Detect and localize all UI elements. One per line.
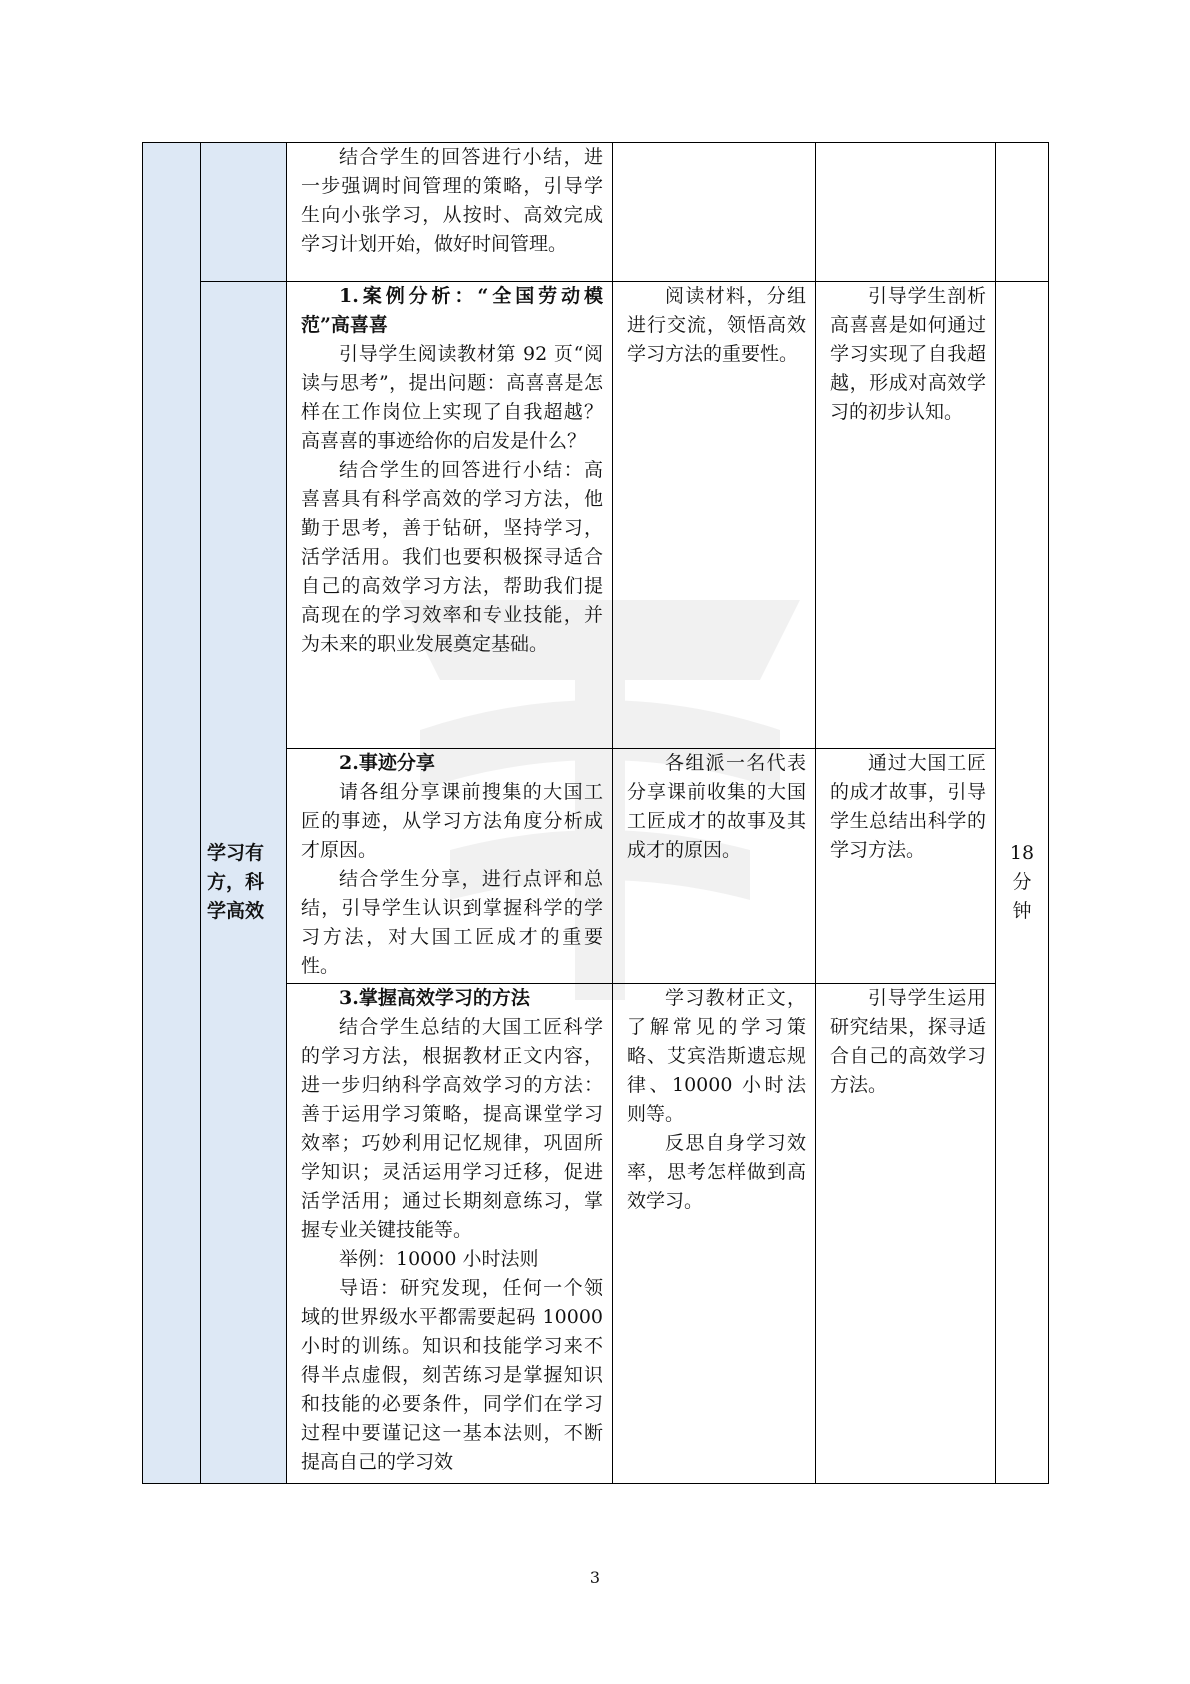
teacher-activity-cell (287, 749, 613, 984)
time-cell (996, 282, 1049, 1484)
student-activity-cell (613, 282, 816, 749)
left-margin-cell (143, 143, 201, 1484)
student-activity-cell (613, 749, 816, 984)
activity-heading: 3.掌握高效学习的方法 (339, 987, 530, 1009)
teacher-activity-cell (287, 984, 613, 1484)
student-activity-cell (613, 143, 816, 282)
student-paragraph: 学习教材正文，了解常见的学习策略、艾宾浩斯遗忘规律、10000 小时法则等。 (627, 987, 806, 1125)
lesson-plan-table (142, 142, 1049, 1484)
intent-paragraph: 引导学生运用研究结果，探寻适合自己的高效学习方法。 (830, 987, 986, 1096)
design-intent-cell (816, 749, 996, 984)
teacher-paragraph: 结合学生的回答进行小结，进一步强调时间管理的策略，引导学生向小张学习，从按时、高效完成学习计划开始，做好时间管理。 (301, 146, 603, 255)
page-number: 3 (589, 1568, 601, 1587)
activity-heading: 2.事迹分享 (339, 752, 435, 774)
teacher-paragraph: 引导学生阅读教材第 92 页“阅读与思考”，提出问题：高喜喜是怎样在工作岗位上实现了自我超越？高喜喜的事迹给你的启发是什么？ (301, 343, 603, 452)
section-label: 学习有方，科学高效 (207, 842, 265, 922)
student-paragraph: 阅读材料，分组进行交流，领悟高效学习方法的重要性。 (627, 285, 806, 365)
section-cell-previous (201, 143, 287, 282)
time-unit-char: 分 (1012, 871, 1032, 893)
table-row-intro (143, 143, 1049, 282)
table-row-activity-1 (143, 282, 1049, 749)
teacher-paragraph: 结合学生分享，进行点评和总结，引导学生认识到掌握科学的学习方法，对大国工匠成才的重要性。 (301, 868, 603, 977)
intent-paragraph: 引导学生剖析高喜喜是如何通过学习实现了自我超越，形成对高效学习的初步认知。 (830, 285, 986, 423)
section-cell (201, 282, 287, 1484)
student-paragraph: 反思自身学习效率，思考怎样做到高效学习。 (627, 1132, 806, 1212)
time-number: 18 (1009, 842, 1035, 864)
design-intent-cell (816, 984, 996, 1484)
teacher-paragraph: 结合学生的回答进行小结：高喜喜具有科学高效的学习方法，他勤于思考，善于钻研，坚持学习，活学活用。我们也要积极探寻适合自己的高效学习方法，帮助我们提高现在的学习效率和专业技能，并为未来的职业发展奠定基础。 (301, 459, 603, 655)
teacher-paragraph: 导语：研究发现，任何一个领域的世界级水平都需要起码 10000 小时的训练。知识和技能学习来不得半点虚假，刻苦练习是掌握知识和技能的必要条件，同学们在学习过程中要谨记这一基本法则，不断提高自己的学习效 (301, 1277, 603, 1473)
time-cell-previous (996, 143, 1049, 282)
teacher-activity-cell (287, 143, 613, 282)
student-activity-cell (613, 984, 816, 1484)
design-intent-cell (816, 282, 996, 749)
teacher-paragraph: 结合学生总结的大国工匠科学的学习方法，根据教材正文内容，进一步归纳科学高效学习的方法：善于运用学习策略，提高课堂学习效率；巧妙利用记忆规律，巩固所学知识；灵活运用学习迁移，促进活学活用；通过长期刻意练习，掌握专业关键技能等。 (301, 1016, 603, 1241)
activity-heading: 1.案例分析：“全国劳动模范”高喜喜 (301, 285, 603, 336)
student-paragraph: 各组派一名代表分享课前收集的大国工匠成才的故事及其成才的原因。 (627, 752, 806, 861)
design-intent-cell (816, 143, 996, 282)
intent-paragraph: 通过大国工匠的成才故事，引导学生总结出科学的学习方法。 (830, 752, 986, 861)
time-unit-char: 钟 (1012, 900, 1032, 922)
teacher-paragraph: 请各组分享课前搜集的大国工匠的事迹，从学习方法角度分析成才原因。 (301, 781, 603, 861)
teacher-paragraph: 举例：10000 小时法则 (339, 1248, 539, 1270)
teacher-activity-cell (287, 282, 613, 749)
